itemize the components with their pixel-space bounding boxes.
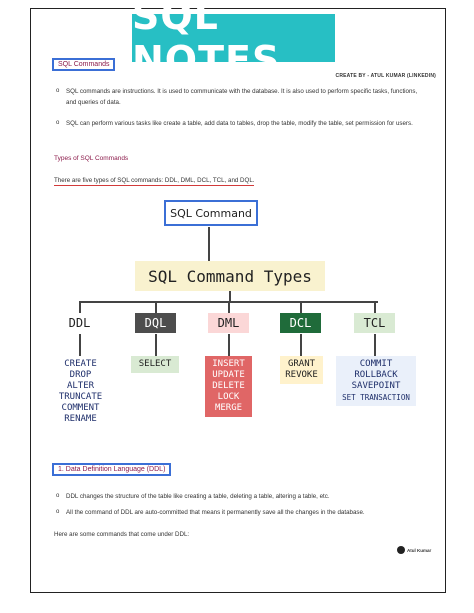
- bullet-marker: o: [56, 88, 60, 94]
- category-tcl: TCL: [354, 313, 395, 333]
- connector-line: [155, 334, 157, 356]
- command-item: UPDATE: [212, 370, 245, 380]
- command-item: SET TRANSACTION: [342, 393, 410, 402]
- category-dcl-commands: [280, 356, 323, 384]
- category-tcl-commands: [336, 356, 416, 406]
- connector-line: [374, 301, 376, 313]
- category-dql: DQL: [135, 313, 176, 333]
- logo-text: Atul Kumar: [407, 547, 432, 553]
- command-item: ROLLBACK: [354, 370, 398, 380]
- category-ddl-commands: [53, 356, 108, 428]
- command-item: REVOKE: [285, 370, 318, 380]
- diagram-center-box: SQL Command Types: [135, 261, 325, 291]
- command-item: ALTER: [66, 381, 95, 391]
- connector-line: [229, 291, 231, 301]
- diagram-root-box: SQL Command: [164, 200, 258, 226]
- category-dql-commands: [131, 356, 179, 373]
- command-item: COMMIT: [359, 359, 393, 369]
- bullet-marker: o: [56, 120, 60, 126]
- ddl-footer-text: Here are some commands that come under DDL:: [54, 531, 190, 538]
- connector-line: [79, 334, 81, 356]
- bullet-marker: o: [56, 493, 60, 499]
- command-item: MERGE: [214, 403, 243, 413]
- connector-line: [300, 301, 302, 313]
- section-heading-ddl: 1. Data Definition Language (DDL): [52, 463, 171, 476]
- command-item: DROP: [69, 370, 92, 380]
- connector-line: [155, 301, 157, 313]
- connector-line: [374, 334, 376, 356]
- command-item: CREATE: [64, 359, 97, 369]
- types-intro-text: There are five types of SQL commands: DDL, DML, DCL, TCL, and DQL.: [54, 177, 255, 184]
- command-item: GRANT: [287, 359, 316, 369]
- bullet-text: SQL commands are instructions. It is used to communicate with the database. It is also used to perform specific tasks, functions, and queries of data.: [66, 88, 418, 106]
- command-item: SAVEPOINT: [351, 381, 401, 391]
- connector-line: [79, 301, 81, 313]
- connector-line: [228, 301, 230, 313]
- category-dml: DML: [208, 313, 249, 333]
- command-item: COMMENT: [61, 403, 100, 413]
- title-banner: SQL NOTES: [132, 14, 335, 62]
- section-heading-sql-commands: SQL Commands: [52, 58, 115, 71]
- category-dml-commands: [205, 356, 252, 417]
- command-item: RENAME: [64, 414, 97, 424]
- command-item: DELETE: [212, 381, 245, 391]
- bullet-text: All the command of DDL are auto-committed that means it permanently save all the changes in the database.: [66, 509, 365, 516]
- command-item: LOCK: [217, 392, 240, 402]
- connector-line: [228, 334, 230, 356]
- bullet-text: SQL can perform various tasks like create a table, add data to tables, drop the table, modify the table, set permission for users.: [66, 120, 413, 127]
- command-item: TRUNCATE: [58, 392, 103, 402]
- author-credit: CREATE BY - ATUL KUMAR (LINKEDIN): [335, 73, 436, 79]
- bullet-item: [56, 491, 421, 502]
- command-item: INSERT: [212, 359, 245, 369]
- avatar-icon: [397, 546, 405, 554]
- category-ddl: DDL: [59, 313, 100, 333]
- bullet-marker: o: [56, 509, 60, 515]
- bullet-item: [56, 507, 421, 518]
- author-logo: [397, 546, 431, 554]
- category-dcl: DCL: [280, 313, 321, 333]
- command-item: SELECT: [138, 359, 172, 369]
- bullet-text: DDL changes the structure of the table like creating a table, deleting a table, altering a table, etc.: [66, 493, 330, 500]
- connector-line: [300, 334, 302, 356]
- connector-line: [208, 227, 210, 261]
- types-heading: Types of SQL Commands: [54, 155, 129, 162]
